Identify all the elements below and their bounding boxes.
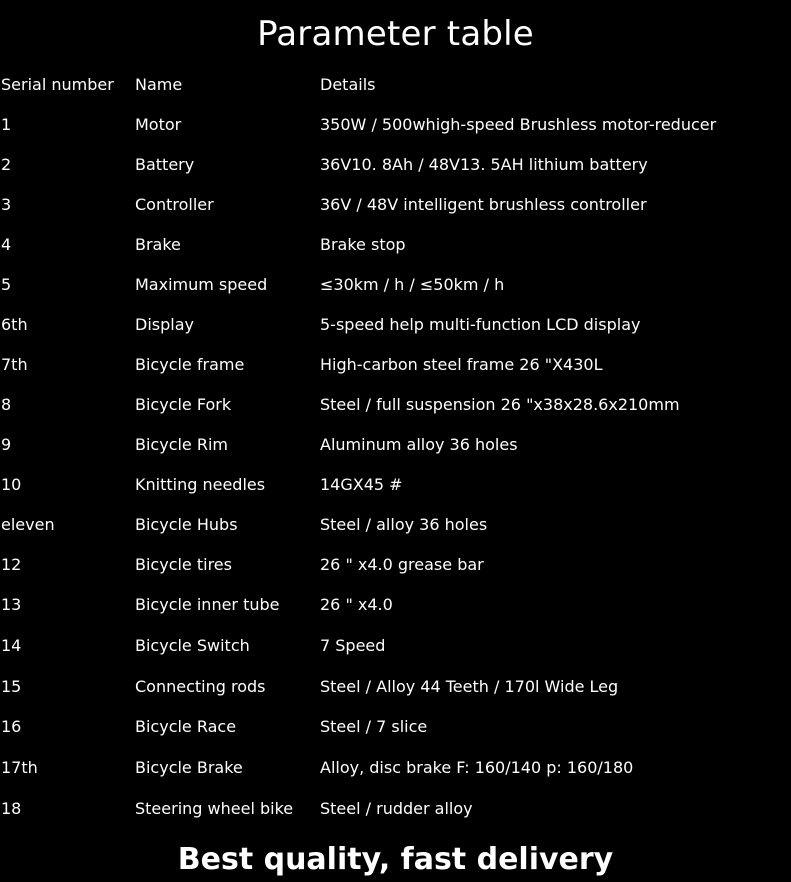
table-row xyxy=(1,430,790,470)
row-name: Bicycle tires xyxy=(135,555,232,574)
row-name: Knitting needles xyxy=(135,475,266,494)
parameter-table xyxy=(1,70,790,835)
row-details: Steel / 7 slice xyxy=(320,717,428,737)
row-details: Steel / alloy 36 holes xyxy=(320,515,488,534)
table-row xyxy=(1,190,790,230)
row-serial: 15 xyxy=(1,676,22,696)
row-name: Controller xyxy=(135,195,214,214)
row-name: Connecting rods xyxy=(135,676,266,696)
row-name: Bicycle inner tube xyxy=(135,595,280,614)
table-row xyxy=(1,270,790,310)
table-row xyxy=(1,672,790,713)
row-details: Steel / full suspension 26 "x38x28.6x210mm xyxy=(320,395,680,414)
table-row xyxy=(1,150,790,190)
table-row xyxy=(1,550,790,590)
row-details: 350W / 500whigh-speed Brushless motor-reducer xyxy=(320,115,717,134)
row-serial: 13 xyxy=(1,595,22,614)
row-name: Motor xyxy=(135,115,182,134)
row-serial: 14 xyxy=(1,635,22,655)
row-serial: 2 xyxy=(1,155,12,174)
row-name: Maximum speed xyxy=(135,275,268,294)
row-serial: 8 xyxy=(1,395,12,414)
table-row xyxy=(1,110,790,150)
row-details: 5-speed help multi-function LCD display xyxy=(320,315,641,334)
row-name: Bicycle Fork xyxy=(135,395,232,414)
row-name: Bicycle Race xyxy=(135,717,237,737)
row-name: Brake xyxy=(135,235,181,254)
page-title: Parameter table xyxy=(257,14,534,54)
table-row xyxy=(1,390,790,430)
table-row xyxy=(1,753,790,794)
row-details: 36V10. 8Ah / 48V13. 5AH lithium battery xyxy=(320,155,648,174)
row-details: Brake stop xyxy=(320,235,406,254)
row-details: 14GX45 # xyxy=(320,475,403,494)
row-serial: eleven xyxy=(1,515,55,534)
row-details: ≤30km / h / ≤50km / h xyxy=(320,275,505,294)
table-header-row xyxy=(1,70,790,110)
parameter-page xyxy=(1,0,790,877)
row-name: Bicycle Hubs xyxy=(135,515,238,534)
row-serial: 18 xyxy=(1,798,22,818)
row-name: Display xyxy=(135,315,194,334)
row-serial: 12 xyxy=(1,555,22,574)
row-serial: 10 xyxy=(1,475,22,494)
table-row xyxy=(1,350,790,390)
row-serial: 7th xyxy=(1,355,28,374)
table-row xyxy=(1,470,790,510)
row-serial: 1 xyxy=(1,115,12,134)
row-details: Alloy, disc brake F: 160/140 p: 160/180 xyxy=(320,758,634,778)
row-serial: 9 xyxy=(1,435,12,454)
table-row xyxy=(1,510,790,550)
row-name: Bicycle Rim xyxy=(135,435,229,454)
row-name: Battery xyxy=(135,155,195,174)
row-details: Steel / Alloy 44 Teeth / 170l Wide Leg xyxy=(320,676,619,696)
row-serial: 5 xyxy=(1,275,12,294)
row-details: 36V / 48V intelligent brushless controller xyxy=(320,195,647,214)
header-details: Details xyxy=(320,75,376,94)
row-details: Steel / rudder alloy xyxy=(320,798,473,818)
row-name: Bicycle Brake xyxy=(135,758,243,778)
header-serial-number: Serial number xyxy=(1,75,114,94)
table-row xyxy=(1,310,790,350)
row-details: 26 " x4.0 xyxy=(320,595,393,614)
row-serial: 16 xyxy=(1,717,22,737)
row-name: Bicycle frame xyxy=(135,355,245,374)
row-details: High-carbon steel frame 26 "X430L xyxy=(320,355,603,374)
table-row xyxy=(1,712,790,753)
table-row xyxy=(1,590,790,631)
table-row xyxy=(1,794,790,835)
table-row xyxy=(1,230,790,270)
row-serial: 6th xyxy=(1,315,28,334)
row-serial: 17th xyxy=(1,758,38,778)
row-details: 7 Speed xyxy=(320,635,386,655)
table-row xyxy=(1,631,790,672)
row-name: Steering wheel bike xyxy=(135,798,294,818)
row-serial: 4 xyxy=(1,235,12,254)
row-details: 26 " x4.0 grease bar xyxy=(320,555,484,574)
header-name: Name xyxy=(135,75,183,94)
row-name: Bicycle Switch xyxy=(135,635,250,655)
row-details: Aluminum alloy 36 holes xyxy=(320,435,518,454)
row-serial: 3 xyxy=(1,195,12,214)
footer-slogan: Best quality, fast delivery xyxy=(177,842,614,877)
